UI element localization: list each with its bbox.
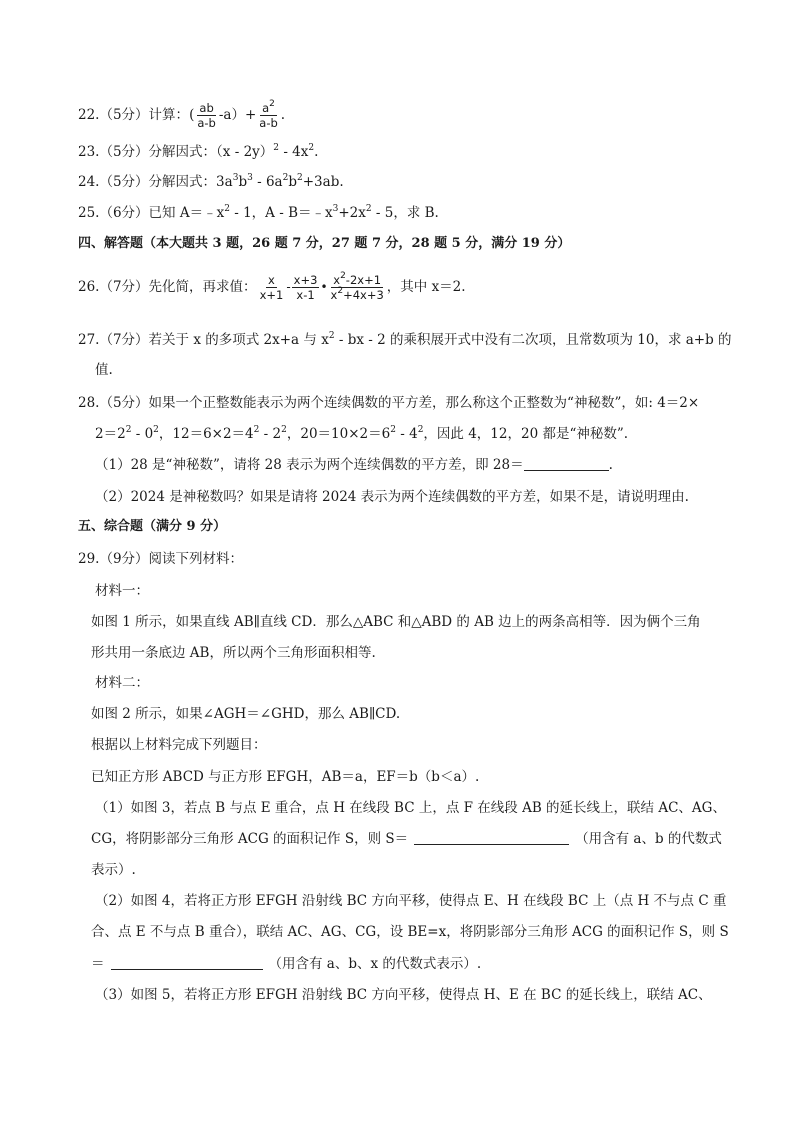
q23-exp-2: 2	[308, 143, 315, 153]
section-4-heading: 四、解答题（本大题共 3 题，26 题 7 分，27 题 7 分，28 题 5 分，满分 19 分）	[78, 236, 571, 251]
q26-fraction-3	[329, 273, 386, 302]
q26-f2-numerator: x+3	[293, 273, 318, 287]
q26-tail: ，其中 x＝2.	[386, 279, 466, 295]
q25-exp-2: 3	[332, 204, 339, 214]
question-29-head: 29.（9分）阅读下列材料：	[78, 551, 244, 567]
question-24	[78, 173, 344, 191]
question-28-part-1	[95, 456, 613, 474]
q28-l2-e: ，20＝10×2＝6	[286, 426, 391, 442]
q22-fraction-1-numerator: ab	[199, 101, 214, 115]
q24-text-d: b	[288, 174, 298, 190]
q26-fraction-1	[258, 273, 286, 302]
q23-text-b: - 4x	[279, 144, 309, 160]
q24-text-e: +3ab.	[302, 174, 344, 190]
q23-text-a: 23.（5分）分解因式：（x - 2y）	[78, 144, 274, 160]
q29-part-3-line-1: （3）如图 5，若将正方形 EFGH 沿射线 BC 方向平移，使得点 H、E 在 BC 的延长线上，联结 AC、	[95, 987, 712, 1003]
q25-exp-3: 2	[365, 204, 372, 214]
q28-l2-g: ，因此 4，12，20 都是“神秘数”.	[423, 426, 629, 442]
q29-material-1-label: 材料一：	[95, 583, 149, 599]
q26-dot: •	[320, 280, 328, 294]
q25-text-a: 25.（6分）已知 A＝﹣x	[78, 205, 225, 221]
q28-l2-exp-5: 2	[390, 425, 396, 435]
q22-fraction-2-denominator: a-b	[259, 116, 278, 130]
q26-f3-den-exp: 2	[337, 286, 344, 296]
q27-text-b: - bx - 2 的乘积展开式中没有二次项，且常数项为 10，求 a+b 的	[334, 332, 732, 348]
q26-f1-numerator: x	[268, 273, 275, 287]
q26-minus: -	[286, 280, 291, 294]
question-27	[78, 331, 732, 349]
question-22	[78, 101, 285, 130]
q25-text-d: - 5，求 B.	[371, 205, 439, 221]
q25-exp-1: 2	[224, 204, 230, 214]
q28-l2-exp-6: 2	[417, 425, 424, 435]
q24-text-a: 24.（5分）分解因式：3a	[78, 174, 233, 190]
q28-l2-exp-4: 2	[281, 425, 287, 435]
q22-f2-base: a	[262, 101, 270, 115]
q29-given: 已知正方形 ABCD 与正方形 EFGH，AB＝a，EF＝b（b＜a）.	[91, 769, 480, 785]
q29-part-2-line-3	[91, 955, 481, 973]
q29-part-2-line-2: 合、点 E 不与点 B 重合），联结 AC、AG、CG，设 BE=x，将阴影部分三角形 ACG 的面积记作 S，则 S	[91, 924, 729, 940]
q29-part-1-line-3: 表示）.	[91, 862, 136, 878]
q27-exp-1: 2	[328, 331, 335, 341]
q22-tail: .	[280, 107, 286, 123]
q22-fraction-2-numerator	[260, 101, 277, 116]
q22-fraction-2	[257, 101, 280, 130]
q29-part-1-text: CG，将阴影部分三角形 ACG 的面积记作 S，则 S＝	[91, 831, 409, 847]
q26-f3-denominator	[329, 288, 386, 302]
q29-intro: 根据以上材料完成下列题目：	[91, 737, 267, 753]
q28-answer-blank[interactable]	[524, 457, 609, 471]
q29-part-1-hint: （用含有 a、b 的代数式	[575, 831, 722, 847]
q23-exp-1: 2	[273, 143, 280, 153]
q28-l2-exp-3: 2	[253, 425, 260, 435]
q22-middle: -a）+	[218, 107, 257, 123]
question-28-line-2	[95, 425, 628, 443]
q28-l2-f: - 4	[395, 426, 418, 442]
q24-text-b: b	[238, 174, 248, 190]
q27-text-a: 27.（7分）若关于 x 的多项式 2x+a 与 x	[78, 332, 329, 348]
q24-exp-4: 2	[297, 173, 303, 183]
q29-part-2-hint: （用含有 a、b、x 的代数式表示）.	[268, 956, 482, 972]
q29-material-2-text: 如图 2 所示，如果∠AGH＝∠GHD，那么 AB∥CD.	[91, 706, 401, 722]
q24-text-c: - 6a	[252, 174, 283, 190]
q29-material-1-text-1: 如图 1 所示，如果直线 AB∥直线 CD．那么△ABC 和△ABD 的 AB 边上的两条高相等．因为俩个三角	[91, 614, 701, 630]
question-23	[78, 143, 318, 161]
q26-fraction-2	[292, 273, 320, 302]
q29-material-2-label: 材料二：	[95, 675, 149, 691]
question-26	[78, 273, 466, 302]
q29-material-1-text-2: 形共用一条底边 AB，所以两个三角形面积相等.	[91, 645, 376, 661]
q25-text-c: +2x	[338, 205, 366, 221]
q23-text-c: .	[314, 144, 319, 160]
q29-part-2-equals: ＝	[91, 956, 105, 972]
q26-f2-denominator: x-1	[296, 288, 315, 302]
q29-part-1-line-2	[91, 830, 722, 848]
q28-l2-exp-1: 2	[125, 425, 132, 435]
q26-f3-num-b: -2x+1	[345, 273, 382, 287]
question-28-part-2: （2）2024 是神秘数吗？如果是请将 2024 表示为两个连续偶数的平方差，如果不是，请说明理由.	[95, 489, 689, 505]
q28-l2-d: - 2	[259, 426, 282, 442]
q29-part-1-line-1: （1）如图 3，若点 B 与点 E 重合，点 H 在线段 BC 上，点 F 在线段 AB 的延长线上，联结 AC、AG、	[95, 800, 726, 816]
q26-head: 26.（7分）先化简，再求值：	[78, 279, 257, 295]
q29-part-1-answer-blank[interactable]	[414, 831, 569, 845]
section-5-heading: 五、综合题（满分 9 分）	[78, 519, 227, 534]
q26-f3-num-a: x	[333, 273, 341, 287]
question-27-line-2: 值.	[95, 362, 113, 378]
q22-f2-exp: 2	[269, 99, 275, 109]
q22-fraction-1-denominator: a-b	[197, 116, 216, 130]
q24-exp-3: 2	[282, 173, 289, 183]
q28-l2-a: 2＝2	[95, 426, 126, 442]
q24-exp-2: 3	[247, 173, 253, 183]
q26-f3-den-b: +4x+3	[343, 288, 384, 302]
question-28-line-1: 28.（5分）如果一个正整数能表示为两个连续偶数的平方差，那么称这个正整数为“神秘数”，如: 4＝2×	[78, 395, 700, 411]
q29-part-2-answer-blank[interactable]	[111, 956, 263, 970]
q24-exp-1: 3	[232, 173, 239, 183]
q28-l2-b: - 0	[131, 426, 154, 442]
q29-part-2-line-1: （2）如图 4，若将正方形 EFGH 沿射线 BC 方向平移，使得点 E、H 在线段 BC 上（点 H 不与点 C 重	[95, 893, 727, 909]
q28-part-1-text: （1）28 是“神秘数”，请将 28 表示为两个连续偶数的平方差，即 28＝	[95, 457, 524, 473]
q22-open-paren: (	[189, 107, 195, 123]
q22-head: 22.（5分）计算：	[78, 107, 190, 123]
q26-f3-num-exp: 2	[340, 271, 346, 281]
q25-text-b: - 1，A - B＝﹣x	[229, 205, 333, 221]
q28-l2-c: ，12＝6×2＝4	[158, 426, 254, 442]
q22-fraction-1	[195, 101, 218, 130]
q26-f1-denominator: x+1	[259, 288, 284, 302]
q26-f3-den-a: x	[330, 288, 338, 302]
q28-l2-exp-2: 2	[153, 425, 159, 435]
q28-part-1-end: .	[608, 457, 613, 473]
question-25	[78, 204, 439, 222]
